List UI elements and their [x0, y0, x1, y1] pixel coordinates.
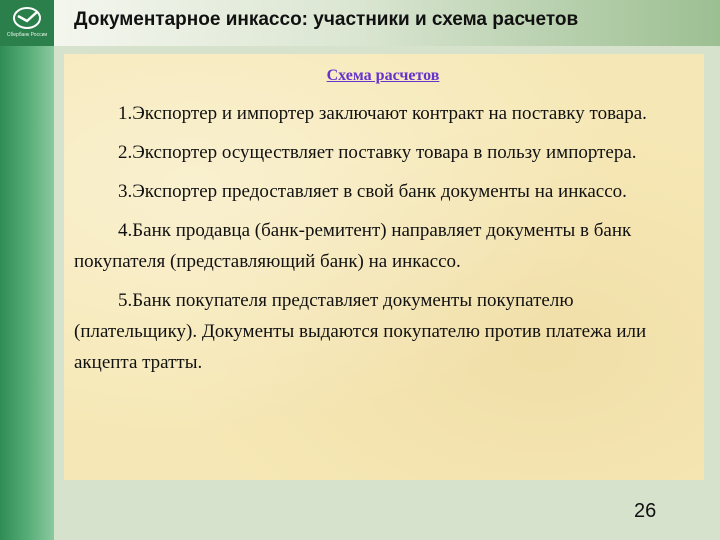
- bank-logo-icon: [12, 6, 42, 30]
- step-paragraph-2: 2.Экспортер осуществляет поставку товара в пользу импортера.: [118, 142, 637, 163]
- logo: [0, 0, 54, 46]
- logo-caption: Сбербанк России: [6, 32, 48, 38]
- step-paragraph-3: 3.Экспортер предоставляет в свой банк документы на инкассо.: [118, 181, 627, 202]
- content-box: [64, 54, 704, 480]
- side-bar: [0, 0, 54, 540]
- step-paragraph-5: 5.Банк покупателя представляет документы покупателю (плательщику). Документы выдаются покупателю против платежа или акцепта тратты.: [74, 290, 647, 373]
- step-paragraph-1: 1.Экспортер и импортер заключают контракт на поставку товара.: [118, 103, 647, 124]
- page-number: 26: [634, 500, 657, 522]
- title-bar: [54, 0, 720, 46]
- step-paragraph-4: 4.Банк продавца (банк-ремитент) направляет документы в банк покупателя (представляющий банк) на инкассо.: [74, 220, 632, 272]
- section-heading: Схема расчетов: [326, 67, 440, 84]
- slide-title: Документарное инкассо: участники и схема расчетов: [74, 9, 579, 30]
